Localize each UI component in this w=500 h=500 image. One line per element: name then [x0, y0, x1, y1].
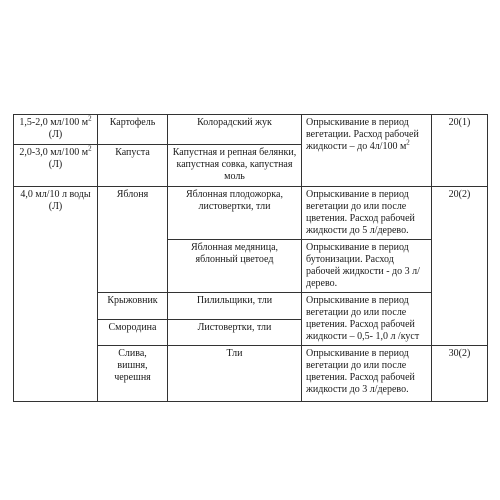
pest-cell: Яблонная медяница, яблонный цветоед — [168, 240, 302, 293]
table-row — [14, 187, 488, 240]
crop-cell: Яблоня — [98, 187, 168, 293]
wait-cell: 20(2) — [432, 187, 488, 346]
pest-cell: Капустная и репная белянки, капустная совка, капустная моль — [168, 145, 302, 187]
crop-cell: Капуста — [98, 145, 168, 187]
pest-cell: Листовертки, тли — [168, 319, 302, 346]
pest-cell: Пилильщики, тли — [168, 293, 302, 320]
crop-cell: Смородина — [98, 319, 168, 346]
method-cell: Опрыскивание в период вегетации до или после цветения. Расход рабочей жидкости – 0,5- 1,0 л /куст — [302, 293, 432, 346]
method-cell: Опрыскивание в период вегетации до или после цветения. Расход рабочей жидкости до 3 л/дерево. — [302, 346, 432, 402]
pesticide-table — [13, 114, 488, 402]
method-cell: Опрыскивание в период вегетации до или после цветения. Расход рабочей жидкости до 5 л/дерево. — [302, 187, 432, 240]
method-cell: Опрыскивание в период бутонизации. Расход рабочей жидкости - до 3 л/дерево. — [302, 240, 432, 293]
dose-cell: 4,0 мл/10 л воды (Л) — [14, 187, 98, 402]
dose-cell: 1,5-2,0 мл/100 $м^2$ (Л) — [14, 115, 98, 145]
method-cell: Опрыскивание в период вегетации. Расход рабочей жидкости – до 4л/100 $м^2$ — [302, 115, 432, 187]
pest-cell: Тли — [168, 346, 302, 402]
table-row — [14, 115, 488, 145]
pest-cell: Яблонная плодожорка, листовертки, тли — [168, 187, 302, 240]
crop-cell: Картофель — [98, 115, 168, 145]
crop-cell: Слива, вишня, черешня — [98, 346, 168, 402]
wait-cell: 30(2) — [432, 346, 488, 402]
dose-cell: 2,0-3,0 мл/100 $м^2$ (Л) — [14, 145, 98, 187]
wait-cell: 20(1) — [432, 115, 488, 187]
crop-cell: Крыжовник — [98, 293, 168, 320]
pest-cell: Колорадский жук — [168, 115, 302, 145]
